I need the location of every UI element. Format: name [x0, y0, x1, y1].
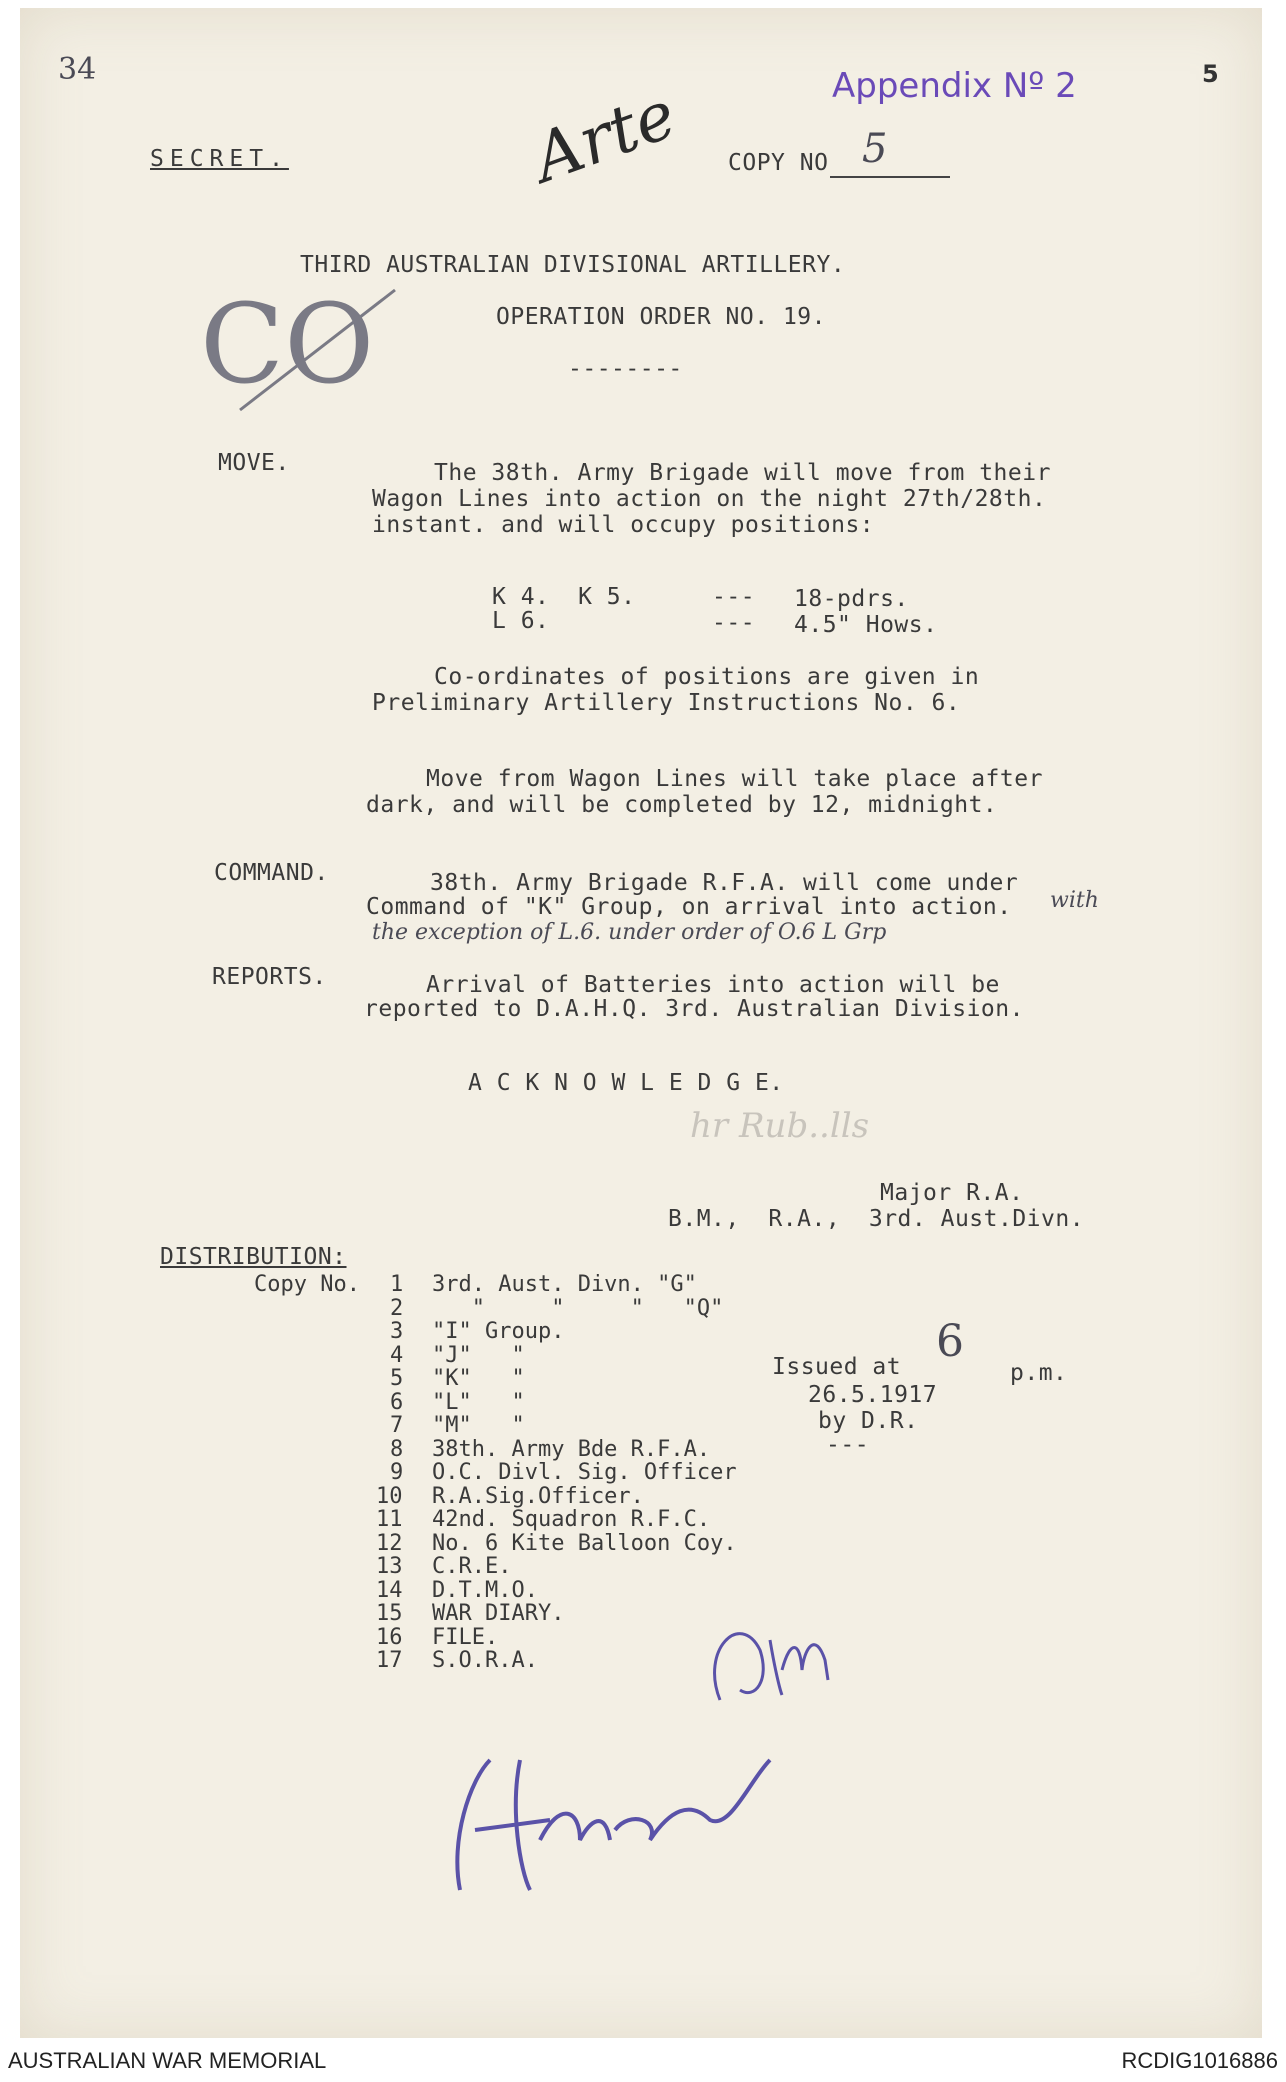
distribution-recipient: "I" Group.: [432, 1319, 565, 1344]
position-1-batteries: K 4. K 5.: [492, 584, 636, 610]
distribution-copy-number: 12: [376, 1530, 403, 1556]
distribution-copy-number: 7: [390, 1413, 404, 1438]
issued-divider: ---: [826, 1432, 870, 1458]
distribution-recipient: "J" ": [432, 1342, 525, 1368]
distribution-copy-label: Copy No.: [254, 1272, 360, 1297]
wagon-line-2: dark, and will be completed by 12, midnight.: [366, 792, 998, 818]
distribution-copy-number: 8: [390, 1436, 404, 1462]
distribution-recipient: "M" ": [432, 1413, 525, 1438]
position-1-dash: ---: [712, 584, 756, 610]
distribution-recipient: 42nd. Squadron R.F.C.: [432, 1507, 711, 1532]
distribution-copy-number: 15: [376, 1601, 403, 1626]
issued-date: 26.5.1917: [808, 1382, 938, 1408]
distribution-copy-number: 4: [390, 1342, 404, 1368]
position-2-guns: 4.5" Hows.: [794, 612, 938, 638]
command-line-2: Command of "K" Group, on arrival into action.: [366, 894, 1012, 920]
pen-signature-main: [430, 1720, 790, 1910]
distribution-copy-number: 6: [390, 1389, 404, 1415]
faint-signature: hr Rub..lls: [690, 1106, 870, 1146]
distribution-copy-number: 2: [390, 1295, 404, 1321]
issued-label: Issued at: [772, 1354, 902, 1380]
distribution-recipient: 3rd. Aust. Divn. "G": [432, 1272, 697, 1297]
command-heading: COMMAND.: [214, 860, 329, 886]
reports-line-2: reported to D.A.H.Q. 3rd. Australian Division.: [364, 996, 1024, 1022]
wagon-line-1: Move from Wagon Lines will take place after: [426, 766, 1043, 792]
coordinates-line-2: Preliminary Artillery Instructions No. 6.: [372, 690, 961, 716]
footer-left: AUSTRALIAN WAR MEMORIAL: [8, 2048, 327, 2073]
initials-annotation: Arte: [523, 75, 686, 198]
reports-heading: REPORTS.: [212, 964, 327, 990]
distribution-recipient: " " " "Q": [432, 1295, 724, 1321]
copy-number: 5: [862, 126, 888, 172]
move-line-1: The 38th. Army Brigade will move from their: [434, 460, 1051, 486]
co-slash: [230, 280, 400, 420]
distribution-recipient: No. 6 Kite Balloon Coy.: [432, 1530, 737, 1556]
issued-hour: 6: [936, 1316, 964, 1367]
issued-ampm: p.m.: [1010, 1360, 1068, 1386]
distribution-recipient: "L" ": [432, 1389, 525, 1415]
page-reference: 34: [58, 52, 97, 87]
distribution-copy-number: 5: [390, 1366, 404, 1391]
distribution-copy-number: 14: [376, 1577, 403, 1603]
unit-title: THIRD AUSTRALIAN DIVISIONAL ARTILLERY.: [300, 252, 846, 278]
distribution-recipient: 38th. Army Bde R.F.A.: [432, 1436, 711, 1462]
position-1-guns: 18-pdrs.: [794, 586, 909, 612]
distribution-copy-number: 9: [390, 1460, 404, 1485]
move-line-3: instant. and will occupy positions:: [372, 512, 875, 538]
reports-line-1: Arrival of Batteries into action will be: [426, 972, 1000, 998]
signature-post: B.M., R.A., 3rd. Aust.Divn.: [668, 1206, 1085, 1232]
command-handwritten-add-2: the exception of L.6. under order of O.6 L Grp: [372, 920, 887, 945]
command-line-1: 38th. Army Brigade R.F.A. will come under: [430, 870, 1019, 896]
order-title: OPERATION ORDER NO. 19.: [496, 304, 826, 330]
distribution-copy-number: 16: [376, 1624, 403, 1650]
page-number: 5: [1202, 60, 1219, 88]
appendix-stamp: Appendix Nº 2: [832, 66, 1077, 106]
distribution-recipient: C.R.E.: [432, 1554, 512, 1579]
move-line-2: Wagon Lines into action on the night 27th/28th.: [372, 486, 1047, 512]
distribution-recipient: D.T.M.O.: [432, 1577, 538, 1603]
acknowledge: A C K N O W L E D G E.: [468, 1070, 784, 1096]
secret-heading: SECRET.: [150, 146, 289, 172]
distribution-recipient: "K" ": [432, 1366, 525, 1391]
position-2-batteries: L 6.: [492, 608, 550, 634]
distribution-copy-number: 1: [390, 1272, 404, 1297]
distribution-copy-number: 3: [390, 1319, 404, 1344]
coordinates-line-1: Co-ordinates of positions are given in: [434, 664, 980, 690]
distribution-copy-number: 17: [376, 1648, 403, 1673]
distribution-recipient: S.O.R.A.: [432, 1648, 538, 1673]
position-2-dash: ---: [712, 610, 756, 636]
signature-rank: Major R.A.: [880, 1180, 1024, 1206]
distribution-copy-number: 10: [376, 1483, 403, 1509]
copy-number-underline: [830, 176, 950, 178]
distribution-recipient: R.A.Sig.Officer.: [432, 1483, 644, 1509]
co-annotation: CO: [200, 280, 375, 408]
distribution-recipient: WAR DIARY.: [432, 1601, 565, 1626]
distribution-recipient: FILE.: [432, 1624, 499, 1650]
footer-right: RCDIG1016886: [1121, 2048, 1278, 2073]
distribution-heading: DISTRIBUTION:: [160, 1244, 347, 1270]
distribution-copy-number: 13: [376, 1554, 403, 1579]
command-handwritten-add-1: with: [1050, 888, 1099, 913]
copy-label: COPY NO: [728, 150, 829, 176]
distribution-copy-number: 11: [376, 1507, 403, 1532]
pen-signature-initials: [700, 1610, 840, 1720]
issued-by: by D.R.: [818, 1408, 919, 1434]
move-heading: MOVE.: [218, 450, 290, 476]
distribution-recipient: O.C. Divl. Sig. Officer: [432, 1460, 737, 1485]
title-divider: --------: [568, 356, 683, 382]
